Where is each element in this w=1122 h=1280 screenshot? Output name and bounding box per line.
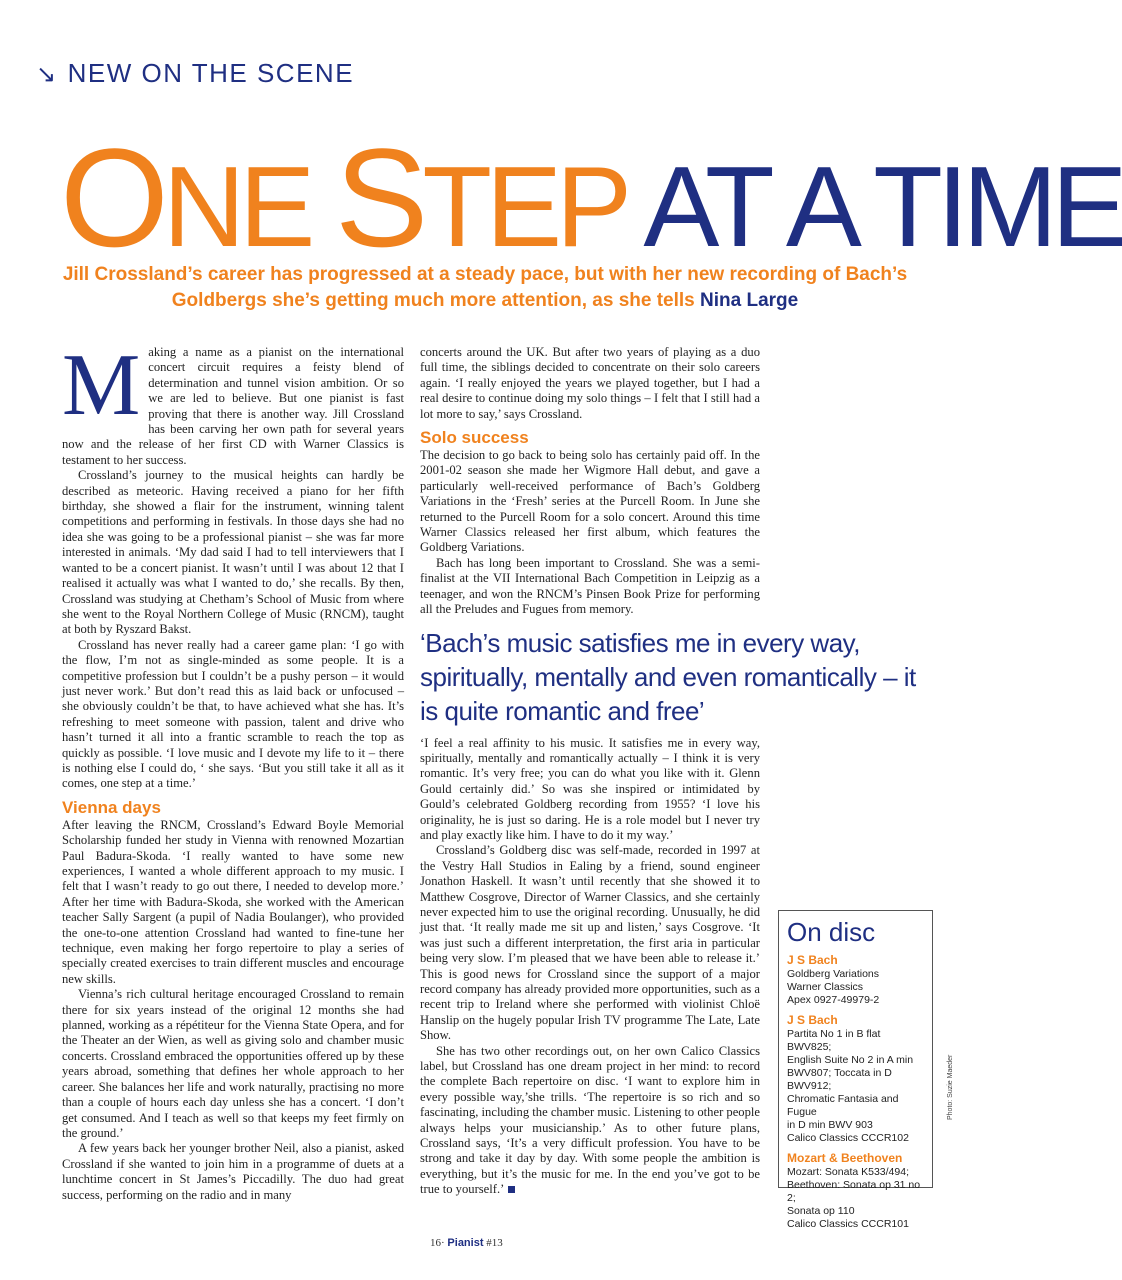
subhead-solo: Solo success bbox=[420, 428, 529, 448]
paragraph: A few years back her younger brother Neil, also a pianist, asked Crossland if she wanted to join him in a programme of duets at a lunchtime concert in St James’s Piccadilly. The duo had great success, performing on the radio and in many bbox=[62, 1141, 404, 1202]
page-number: 16 bbox=[430, 1237, 441, 1249]
paragraph: After leaving the RNCM, Crossland’s Edward Boyle Memorial Scholarship funded her study in Vienna with renowned Mozartian Paul Badura-Skoda. ‘I really wanted to have some new experiences, I wanted a whole different approach to my music. I felt that I wasn’t ready to go out there, I needed to develop more.’ After her time with Badura-Skoda, she worked with the American teacher Sally Sargent (a pupil of Nadia Boulanger), who provided the one-to-one attention Crossland had wanted to fine-tune her technique, even making her forgo repertoire to play a series of specially created exercises to train different muscles and encourage new skills. bbox=[62, 817, 404, 986]
on-disc-box bbox=[778, 910, 933, 1230]
issue-number: #13 bbox=[486, 1237, 503, 1249]
photo-credit: Photo: Suzie Maeder bbox=[947, 1054, 954, 1120]
disc-composer: J S Bach bbox=[787, 1013, 838, 1027]
end-mark-icon bbox=[508, 1186, 515, 1193]
paragraph: Vienna’s rich cultural heritage encouraged Crossland to remain there for six years instead of the original 12 months she had planned, working as a répétiteur for the Vienna State Opera, and for the Theater an der Wien, as well as giving solo and chamber music concerts. Crossland embraced the opportunities offered up by these years abroad, something that defines her whole approach to her career. She balances her life and work naturally, practising no more than a couple of hours each day unless she has a concert. ‘I don’t get consumed. And I teach as well so that keeps my feet firmly on the ground.’ bbox=[62, 987, 404, 1140]
magazine-name: Pianist bbox=[447, 1237, 484, 1249]
drop-cap: M bbox=[62, 337, 141, 434]
paragraph: The decision to go back to being solo has certainly paid off. In the 2001-02 season she made her Wigmore Hall debut, and gave a particularly well-received performance of Bach’s Goldberg Variations in the ‘Fresh’ series at the Purcell Room. In June she returned to the Purcell Room for a solo concert. Around this time Warner Classics released her first album, which features the Goldberg Variations. bbox=[420, 448, 760, 555]
subhead-vienna: Vienna days bbox=[62, 797, 161, 817]
headline-part2: TEP bbox=[422, 144, 644, 271]
on-disc-title: On disc bbox=[787, 917, 876, 947]
disc-line: English Suite No 2 in A min bbox=[787, 1054, 914, 1066]
disc-composer: Mozart & Beethoven bbox=[787, 1151, 903, 1165]
section-label: NEW ON THE SCENE bbox=[67, 58, 355, 88]
disc-line: Calico Classics CCCR101 bbox=[787, 1218, 909, 1230]
disc-composer: J S Bach bbox=[787, 953, 838, 967]
standfirst bbox=[40, 262, 930, 314]
paragraph: Crossland has never really had a career game plan: ‘I go with the flow, I’m not as single-minded as some people. It is a competitive profession but I couldn’t be a pushy person – it would just never work.’ But don’t read this as laid back or unfocused – she obviously couldn’t be that, to have achieved what she has. It’s refreshing to meet someone with passion, talent and drive who hasn’t turned it all into a frantic scramble to reach the top as quickly as possible. ‘I love music and I devote my life to it – there is nothing else I could do, ‘ she says. ‘But you still take it all as it comes, one step at a time.’ bbox=[62, 637, 404, 791]
disc-line: Beethoven: Sonata op 31 no 2; bbox=[787, 1179, 921, 1204]
column-1 bbox=[62, 337, 404, 1203]
disc-line: Calico Classics CCCR102 bbox=[787, 1132, 909, 1144]
disc-line: Apex 0927-49979-2 bbox=[787, 994, 880, 1006]
standfirst-text: Jill Crossland’s career has progressed at a steady pace, but with her new recording of Bach’s Goldbergs she’s getting much more attention, as she tells bbox=[62, 264, 908, 311]
arrow-icon: ↘ bbox=[36, 61, 58, 88]
paragraph bbox=[420, 1044, 760, 1198]
headline-part3: AT A TIME bbox=[643, 144, 1122, 271]
headline-cap-o: O bbox=[60, 119, 163, 276]
paragraph: ‘I feel a real affinity to his music. It satisfies me in every way, spiritually, mentally and romantically actually – I think it is very romantic. It’s very free; you can do what you like with it. Glenn Gould certainly did.’ So was she inspired or intimidated by Gould’s celebrated Goldberg recording from 1955? ‘I love his originality, he is just so daring. He is a role model but I never try and play exactly like him. I have to do it my way.’ bbox=[420, 735, 760, 842]
paragraph: Crossland’s journey to the musical heights can hardly be described as meteoric. Having received a piano for her fifth birthday, she showed a flair for the instrument, winning talent competitions and performing in festivals. In those days she had no idea she was going to be a professional pianist – she was far more interested in animals. ‘My dad said I had to tell interviewers that I wanted to be a concert pianist. It wasn’t until I was about 12 that I realised it actually was what I wanted to do,’ she recalls. By then, Crossland was studying at Chetham’s School of Music from where she went to the Royal Northern College of Music (RNCM), taught at both by Ryszard Bakst. bbox=[62, 468, 404, 637]
footer: 16· Pianist #13 bbox=[430, 1237, 503, 1249]
disc-line: BWV807; Toccata in D BWV912; bbox=[787, 1067, 892, 1092]
disc-line: Warner Classics bbox=[787, 981, 864, 993]
headline-cap-s: S bbox=[334, 119, 423, 276]
paragraph-text: She has two other recordings out, on her own Calico Classics label, but Crossland has one dream project in her mind: to record the complete Bach repertoire on disc. ‘I want to explore him in every possible way,’she trills. ‘The repertoire is so rich and so fascinating, including the chamber music. Listening to other people always helps your musicianship.’ As to other future plans, Crossland says, ‘It’s a very difficult profession. You have to be strong and take it day by day. With some people the ambition is everything, but it’s the music for me. In the end you’ve got to be true to yourself.’ bbox=[420, 1043, 760, 1197]
headline-part1: NE bbox=[162, 144, 335, 271]
disc-line: in D min BWV 903 bbox=[787, 1119, 873, 1131]
pull-quote: ‘Bach’s music satisfies me in every way, spiritually, mentally and even romantically – it is quite romantic and free’ bbox=[420, 627, 916, 726]
disc-line: Mozart: Sonata K533/494; bbox=[787, 1166, 909, 1178]
disc-line: Chromatic Fantasia and Fugue bbox=[787, 1093, 899, 1118]
author-name: Nina Large bbox=[700, 290, 799, 311]
disc-line: Goldberg Variations bbox=[787, 968, 880, 980]
disc-line: Partita No 1 in B flat BWV825; bbox=[787, 1028, 881, 1053]
section-tag bbox=[36, 58, 354, 89]
paragraph: Crossland’s Goldberg disc was self-made, recorded in 1997 at the Vestry Hall Studios in Ealing by a friend, sound engineer Jonathon Haskell. It wasn’t until recently that she showed it to Matthew Cosgrove, Director of Warner Classics, and she certainly never expected him to use the original recording. Unusually, he did just that. ‘It really made me sit up and listen,’ says Cosgrove. ‘It was just such a different interpretation, the first aria in particular being very slow. I’m pleased that we have been able to release it.’ This is good news for Crossland since the support of a major record company has already provided more opportunities, such as a recent trip to Ireland where she performed with violinist Chloë Hanslip on the hugely popular Irish TV programme The Late, Late Show. bbox=[420, 843, 760, 1043]
paragraph: aking a name as a pianist on the international concert circuit requires a feisty blend of determination and tunnel vision ambition. Or so we are led to believe. But one pianist is fast proving that there is another way. Jill Crossland has been carving her own path for several years now and the release of her first CD with Warner Classics is testament to her success. bbox=[62, 345, 404, 467]
disc-entries bbox=[787, 953, 924, 1231]
paragraph: Bach has long been important to Crossland. She was a semi-finalist at the VII International Bach Competition in Leipzig as a teenager, and won the RNCM’s Pinsen Book Prize for performing all the Preludes and Fugues from memory. bbox=[420, 555, 760, 617]
disc-line: Sonata op 110 bbox=[787, 1205, 855, 1217]
paragraph: concerts around the UK. But after two years of playing as a duo full time, the siblings decided to concentrate on their solo careers again. ‘I really enjoyed the years we played together, but I had a real desire to continue doing my solo things – I felt that I still had a lot more to say,’ says Crossland. bbox=[420, 345, 760, 421]
headline bbox=[60, 119, 1122, 278]
